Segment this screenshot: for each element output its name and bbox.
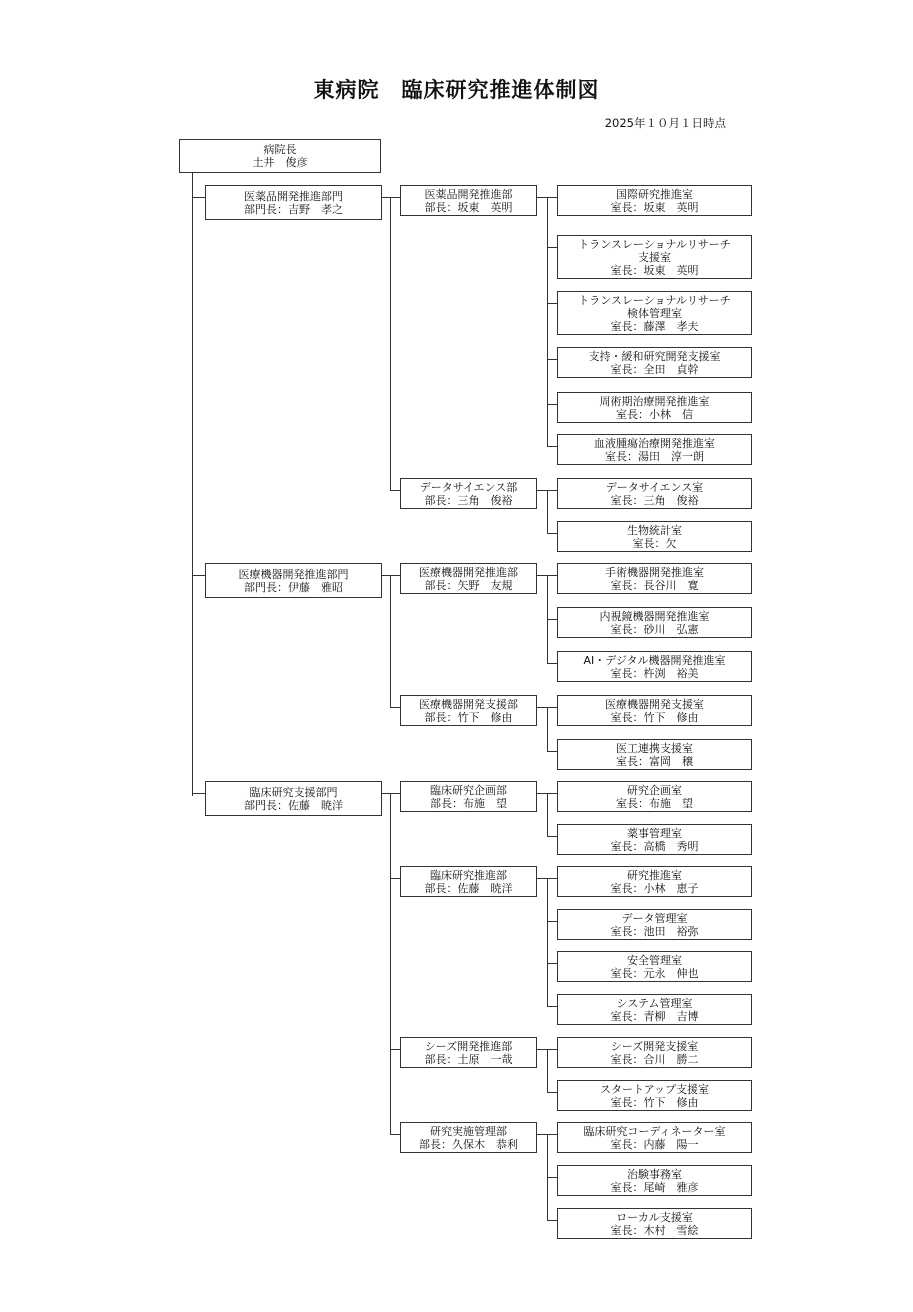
room-box-line: 室長：欠 [632,536,677,550]
department-box [400,1037,537,1068]
connector-line [390,490,400,491]
department-box-line: 部長：坂東 英明 [424,200,513,214]
connector-line [192,173,193,796]
room-box-line: 医工連携支援室 [616,741,693,755]
connector-line [547,1006,557,1007]
department-box-line: 部長：竹下 修由 [424,710,513,724]
connector-line [547,446,557,447]
division-box-line: 部門長：吉野 孝之 [244,202,343,216]
room-box [557,563,752,594]
room-box-line: 室長：竹下 修由 [610,1095,699,1109]
connector-line [547,247,557,248]
connector-line [547,921,557,922]
room-box-line: AI・デジタル機器開発推進室 [583,653,726,667]
room-box-line: 支持・緩和研究開発支援室 [588,349,721,363]
division-box [205,781,382,816]
room-box-line: 治験事務室 [627,1167,682,1181]
director-box [179,139,381,173]
room-box-line: データサイエンス室 [605,480,704,494]
department-box-line: 部長：矢野 友規 [424,578,513,592]
room-box-line: 室長：全田 貞幹 [610,362,699,376]
as-of-date: 2025年１０月１日時点 [604,116,726,130]
room-box-line: 室長：元永 伸也 [610,966,699,980]
connector-line [382,575,390,576]
department-box-line: 医療機器開発推進部 [419,565,518,579]
room-box-line: 室長：杵渕 裕美 [610,666,699,680]
room-box [557,235,752,279]
connector-line [537,793,547,794]
connector-line [192,793,205,794]
connector-line [382,197,390,198]
department-box-line: 研究実施管理部 [430,1124,507,1138]
room-box-line: 室長：小林 信 [616,407,693,421]
room-box-line: 室長：富岡 穣 [616,754,693,768]
connector-line [547,793,548,837]
room-box-line: シーズ開発支援室 [610,1039,699,1053]
director-box-line: 病院長 [263,143,297,156]
room-box-line: 室長：池田 裕弥 [610,924,699,938]
room-box-line: 室長：高橋 秀明 [610,839,699,853]
director-box-line: 土井 俊彦 [252,156,308,169]
connector-line [390,197,391,491]
department-box-line: 部長：三角 俊裕 [424,493,513,507]
department-box-line: 臨床研究推進部 [430,868,507,882]
connector-line [547,490,548,534]
room-box-line: 安全管理室 [627,953,682,967]
room-box [557,1208,752,1239]
connector-line [547,1220,557,1221]
division-box [205,185,382,220]
connector-line [537,878,547,879]
connector-line [547,619,557,620]
connector-line [537,1049,547,1050]
room-box-line: 医療機器開発支援室 [605,697,704,711]
room-box [557,739,752,770]
room-box-line: 室長：長谷川 寛 [610,578,699,592]
connector-line [547,359,557,360]
room-box [557,951,752,982]
room-box-line: 室長：砂川 弘憲 [610,622,699,636]
connector-line [390,878,400,879]
room-box-line: 室長：合川 勝二 [610,1052,699,1066]
connector-line [547,1134,548,1221]
connector-line [192,197,205,198]
connector-line [547,793,557,794]
connector-line [537,707,547,708]
room-box-line: 室長：布施 望 [616,796,693,810]
room-box-line: データ管理室 [621,911,688,925]
department-box [400,695,537,726]
connector-line [547,1092,557,1093]
division-box-line: 医療機器開発推進部門 [238,567,349,581]
connector-line [390,793,400,794]
connector-line [547,197,548,447]
room-box-line: 室長：青柳 吉博 [610,1009,699,1023]
connector-line [547,533,557,534]
connector-line [382,793,390,794]
connector-line [547,1049,548,1093]
department-box [400,563,537,594]
room-box [557,1037,752,1068]
room-box [557,695,752,726]
room-box-line: システム管理室 [616,996,693,1010]
room-box [557,824,752,855]
connector-line [537,1134,547,1135]
room-box-line: 血液腫瘍治療開発推進室 [594,436,715,450]
room-box [557,651,752,682]
connector-line [547,707,557,708]
room-box [557,909,752,940]
room-box-line: 室長：尾崎 雅彦 [610,1180,699,1194]
division-box [205,563,382,598]
department-box-line: 部長：土原 一哉 [424,1052,513,1066]
room-box [557,607,752,638]
connector-line [537,575,547,576]
connector-line [547,963,557,964]
connector-line [537,490,547,491]
department-box-line: 医療機器開発支援部 [419,697,518,711]
division-box-line: 医薬品開発推進部門 [244,189,343,203]
room-box [557,1122,752,1153]
room-box [557,781,752,812]
department-box [400,781,537,812]
connector-line [547,878,548,1007]
connector-line [547,1134,557,1135]
room-box [557,185,752,216]
room-box-line: トランスレーショナルリサーチ [578,237,731,251]
division-box-line: 臨床研究支援部門 [249,785,338,799]
department-box-line: 臨床研究企画部 [430,783,507,797]
connector-line [390,1049,400,1050]
department-box [400,185,537,216]
room-box-line: 室長：小林 恵子 [610,881,699,895]
department-box [400,866,537,897]
room-box-line: 室長：木村 雪絵 [610,1223,699,1237]
department-box-line: シーズ開発推進部 [424,1039,513,1053]
connector-line [547,1177,557,1178]
room-box-line: 室長：内藤 陽一 [610,1137,699,1151]
connector-line [547,303,557,304]
room-box-line: 室長：藤澤 孝夫 [610,319,699,333]
connector-line [547,836,557,837]
connector-line [547,575,557,576]
room-box-line: スタートアップ支援室 [600,1082,709,1096]
connector-line [547,1049,557,1050]
division-box-line: 部門長：伊藤 雅昭 [244,580,343,594]
department-box-line: 医薬品開発推進部 [424,187,513,201]
room-box-line: 室長：坂東 英明 [610,263,699,277]
room-box [557,866,752,897]
connector-line [390,197,400,198]
department-box-line: 部長：布施 望 [430,796,507,810]
connector-line [547,404,557,405]
room-box-line: ローカル支援室 [616,1210,693,1224]
connector-line [547,663,557,664]
room-box-line: 内視鏡機器開発推進室 [599,609,710,623]
room-box-line: トランスレーショナルリサーチ [578,293,731,307]
room-box-line: 研究推進室 [627,868,682,882]
room-box-line: 研究企画室 [627,783,682,797]
room-box-line: 室長：坂東 英明 [610,200,699,214]
room-box-line: 室長：湯田 淳一朗 [605,449,704,463]
room-box-line: 室長：三角 俊裕 [610,493,699,507]
room-box [557,994,752,1025]
room-box [557,521,752,552]
room-box-line: 臨床研究コーディネーター室 [583,1124,726,1138]
room-box [557,392,752,423]
connector-line [537,197,547,198]
room-box [557,1165,752,1196]
connector-line [547,707,548,752]
connector-line [547,751,557,752]
room-box [557,1080,752,1111]
room-box-line: 国際研究推進室 [616,187,693,201]
room-box-line: 室長：竹下 修由 [610,710,699,724]
page-title: 東病院 臨床研究推進体制図 [313,78,600,102]
room-box [557,434,752,465]
department-box [400,1122,537,1153]
room-box-line: 周術期治療開発推進室 [599,394,710,408]
department-box-line: 部長：久保木 恭利 [419,1137,518,1151]
connector-line [390,1134,400,1135]
room-box [557,291,752,335]
room-box-line: 検体管理室 [627,306,682,320]
room-box-line: 手術機器開発推進室 [605,565,704,579]
connector-line [192,575,205,576]
connector-line [547,878,557,879]
department-box-line: 部長：佐藤 暁洋 [424,881,513,895]
department-box [400,478,537,509]
room-box [557,478,752,509]
room-box-line: 生物統計室 [627,523,682,537]
connector-line [390,575,391,708]
connector-line [547,490,557,491]
department-box-line: データサイエンス部 [419,480,518,494]
division-box-line: 部門長：佐藤 暁洋 [244,798,343,812]
connector-line [547,197,557,198]
connector-line [390,575,400,576]
connector-line [390,707,400,708]
room-box-line: 支援室 [638,250,671,264]
room-box-line: 薬事管理室 [627,826,682,840]
connector-line [547,575,548,664]
room-box [557,347,752,378]
connector-line [390,793,391,1135]
